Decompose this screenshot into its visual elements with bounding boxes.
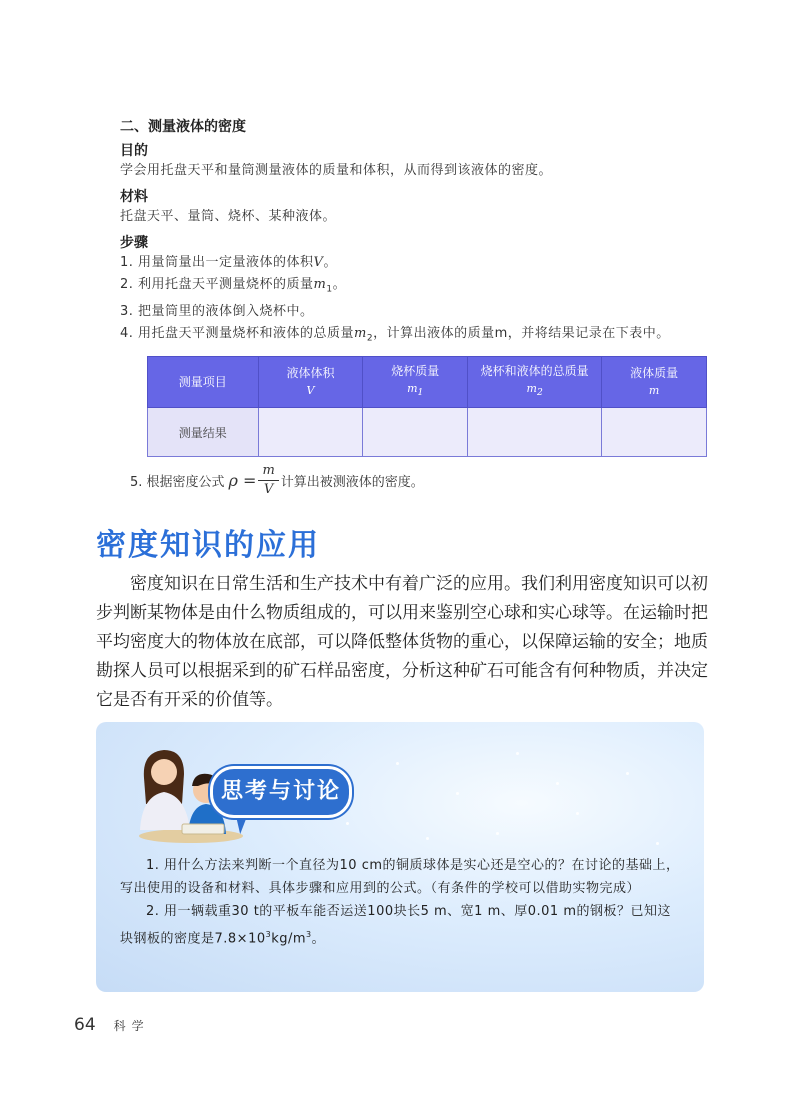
header-label: 液体体积 <box>286 366 335 380</box>
step-2 <box>120 274 720 301</box>
table-cell <box>602 408 707 457</box>
page-number: 64 <box>74 1015 96 1035</box>
header-label: 烧杯质量 <box>391 363 440 378</box>
steps-label: 步骤 <box>120 235 148 251</box>
step-var: m <box>354 325 367 341</box>
rho-symbol: ρ = <box>228 471 257 490</box>
step-text: 1. 用量筒量出一定量液体的体积 <box>120 255 314 270</box>
header-label: 液体质量 <box>630 366 679 380</box>
formula-step <box>130 462 424 499</box>
formula-post: 计算出被测液体的密度。 <box>280 475 424 490</box>
step-1 <box>120 252 720 274</box>
step-text: 2. 利用托盘天平测量烧杯的质量 <box>120 277 314 292</box>
exponent: 3 <box>265 930 272 939</box>
subject-label: 科学 <box>113 1019 150 1033</box>
table-header <box>363 357 468 408</box>
sparkle-decoration <box>626 772 629 775</box>
sparkle-decoration <box>516 752 519 755</box>
step-var: m <box>313 277 327 292</box>
purpose-label: 目的 <box>120 143 148 159</box>
header-var <box>364 380 466 402</box>
header-var <box>469 380 600 402</box>
sparkle-decoration <box>496 832 499 835</box>
fraction-numerator: m <box>258 462 278 481</box>
question-1: 1. 用什么方法来判断一个直径为10 cm的铜质球体是实心还是空心的？在讨论的基础上，写出使用的设备和材料、具体步骤和应用到的公式。（有条件的学校可以借助实物完成） <box>120 858 680 896</box>
question-2 <box>120 900 680 950</box>
discussion-questions <box>120 854 680 950</box>
sparkle-decoration <box>556 782 559 785</box>
materials-text: 托盘天平、量筒、烧杯、某种液体。 <box>120 209 337 224</box>
var-letter: m <box>407 381 418 395</box>
step-end: ，计算出液体的质量m，并将结果记录在下表中。 <box>373 325 670 341</box>
table-cell <box>258 408 363 457</box>
row-label: 测量结果 <box>148 408 259 457</box>
header-label: 测量项目 <box>178 375 227 389</box>
sparkle-decoration <box>576 812 579 815</box>
page-footer <box>74 1015 150 1035</box>
table-cell <box>363 408 468 457</box>
step-text: 3. 把量筒里的液体倒入烧杯中。 <box>120 303 314 319</box>
table-cell <box>468 408 602 457</box>
sparkle-decoration <box>396 762 399 765</box>
header-label: 烧杯和液体的总质量 <box>480 363 589 378</box>
sparkle-decoration <box>656 842 659 845</box>
table-header <box>258 357 363 408</box>
var-sub: 2 <box>536 387 543 399</box>
table-header <box>602 357 707 408</box>
purpose-text: 学会用托盘天平和量筒测量液体的质量和体积，从而得到该液体的密度。 <box>120 163 553 178</box>
step-end: 。 <box>332 277 347 292</box>
measurement-table <box>147 356 707 457</box>
unit-exponent: 3 <box>306 930 312 939</box>
step-var: V <box>313 255 324 270</box>
header-var: V <box>306 384 315 397</box>
section-heading: 密度知识的应用 <box>96 528 320 563</box>
var-letter: m <box>526 381 537 395</box>
fraction-denominator: V <box>263 482 274 497</box>
question-text: 2. 用一辆载重30 t的平板车能否运送100块长5 m、宽1 m、厚0.01 m的钢板？已知这块钢板的密度是7.8×10 <box>120 904 671 947</box>
unit: kg/m <box>271 931 307 947</box>
step-sub: 2 <box>366 333 374 344</box>
header-var: m <box>648 384 660 397</box>
experiment-section <box>120 112 720 349</box>
var-sub: 1 <box>417 387 424 399</box>
step-4 <box>120 323 720 350</box>
density-fraction <box>258 462 278 499</box>
table-header <box>148 357 259 408</box>
experiment-title: 二、测量液体的密度 <box>120 119 246 135</box>
discussion-badge: 思考与讨论 <box>210 766 352 818</box>
step-3 <box>120 301 720 323</box>
step-end: 。 <box>323 255 337 270</box>
sparkle-decoration <box>426 837 429 840</box>
table-header-row <box>148 357 707 408</box>
formula-pre: 5. 根据密度公式 <box>130 475 225 490</box>
sparkle-decoration <box>346 822 349 825</box>
sparkle-decoration <box>456 792 459 795</box>
materials-label: 材料 <box>120 189 148 205</box>
step-text: 4. 用托盘天平测量烧杯和液体的总质量 <box>120 325 355 341</box>
body-paragraph: 密度知识在日常生活和生产技术中有着广泛的应用。我们利用密度知识可以初步判断某物体是由什么物质组成的，可以用来鉴别空心球和实心球等。在运输时把平均密度大的物体放在底部，可以降低整体货物的重心，以保障运输的安全；地质勘探人员可以根据采到的矿石样品密度，分析这种矿石可能含有何种物质，并决定它是否有开采的价值等。 <box>96 574 708 710</box>
table-header <box>468 357 602 408</box>
step-sub: 1 <box>326 284 333 295</box>
table-row <box>148 408 707 457</box>
question-end: 。 <box>311 931 326 947</box>
